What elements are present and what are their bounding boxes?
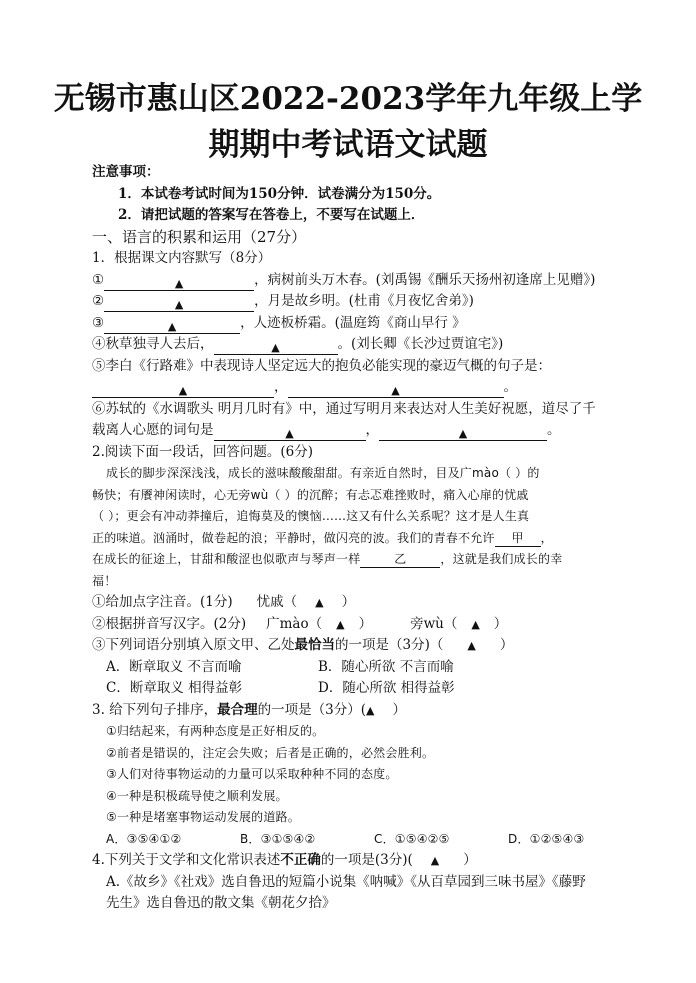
- q1-line-4-pre: ④秋草独寻人去后，: [92, 336, 214, 352]
- q2-sub-1: [92, 592, 640, 614]
- close-paren: ）: [463, 852, 477, 868]
- q2-passage-line: 成长的脚步深深浅浅，成长的滋味酸酸甜甜。有亲近自然时，目及广màо（ ）的: [106, 466, 540, 480]
- q1-line-6-cont: [92, 420, 640, 442]
- q4-title-c: 的一项是(3分)(: [320, 852, 413, 868]
- triangle-marker-icon: ▲: [271, 341, 280, 354]
- q2-option-c[interactable]: C．断章取义 相得益彰: [106, 680, 243, 696]
- q3-option-a[interactable]: A．③⑤④①②: [106, 831, 182, 846]
- triangle-marker-icon: ▲: [167, 319, 177, 333]
- q2-p4a: 正的味道。汹涌时，做卷起的浪；平静时，做闪亮的波。我们的青春不允许: [92, 530, 495, 545]
- q2-s2a: ②根据拼音写汉字。(2分): [92, 615, 247, 632]
- answer-blank[interactable]: [214, 425, 366, 441]
- answer-blank[interactable]: [104, 275, 254, 291]
- q3-sentence: ③人们对待事物运动的力量可以采取种种不同的态度。: [106, 767, 398, 781]
- q2-options-row-2: [92, 678, 640, 700]
- q3-sentence: ④一种是积极疏导使之顺利发展。: [106, 788, 288, 803]
- q3-sentence: ①归结起来，有两种态度是正好相反的。: [106, 724, 325, 738]
- triangle-marker-icon[interactable]: ▲: [471, 617, 480, 631]
- q2-s3-emphasis: 最恰当: [294, 637, 335, 653]
- q3-option-c[interactable]: C．①⑤④②⑤: [374, 831, 450, 846]
- q1-title: 1．根据课文内容默写（8分）: [92, 250, 272, 266]
- q4-option-a-line2[interactable]: 先生》选自鲁迅的散文集《朝花夕拾》: [106, 895, 336, 911]
- q2-sub-3: [92, 635, 640, 657]
- close-paren: ）: [358, 615, 373, 632]
- q1-line-2-num: ②: [92, 293, 105, 309]
- triangle-marker-icon: ▲: [174, 298, 184, 311]
- q2-passage-line: 畅快；有餍神闲读时，心无旁wù（ ）的沉醉；有忐忑难挫败时，痛入心扉的忧戚: [92, 487, 529, 502]
- answer-blank[interactable]: [104, 296, 254, 312]
- q3-title-emphasis: 最合理: [217, 701, 258, 718]
- q2-option-b[interactable]: B．随心所欲 不言而喻: [318, 658, 454, 675]
- q1-line-4: [92, 334, 640, 356]
- q1-line-5-blanks: [92, 377, 640, 399]
- q3-option-b[interactable]: B．③①⑤④②: [240, 831, 316, 846]
- section-heading-1: 一、语言的积累和运用（27分）: [92, 227, 307, 246]
- answer-blank[interactable]: [92, 382, 274, 398]
- triangle-marker-icon: ▲: [391, 384, 400, 397]
- q4-title-a: 4.下列关于文学和文化常识表述: [92, 852, 281, 868]
- q1-line-5: ⑤李白《行路难》中表现诗人坚定远大的抱负必能实现的豪迈气概的句子是：: [92, 357, 551, 374]
- q1-line-3: [92, 313, 640, 335]
- q1-line-3-text: ，人迹板桥霜。(温庭筠《商山早行 》: [240, 314, 466, 331]
- blank-yi: 乙: [360, 551, 440, 568]
- q1-line-6-sep: ，: [365, 422, 379, 438]
- triangle-marker-icon[interactable]: ▲: [430, 854, 440, 867]
- q4-title: [92, 850, 640, 872]
- q2-passage-line: [92, 528, 640, 550]
- close-paren: ）: [341, 594, 356, 610]
- triangle-marker-icon[interactable]: ▲: [336, 617, 345, 631]
- answer-blank[interactable]: [104, 318, 240, 334]
- q4-title-emphasis: 不正确: [280, 852, 321, 868]
- answer-blank[interactable]: [288, 382, 504, 398]
- q1-line-6-end: 。: [547, 422, 561, 438]
- q1-line-1-text: ，病树前头万木春。(刘禹锡《酬乐天扬州初逢席上见赠》): [254, 271, 596, 288]
- q2-s2c: 旁wù（: [410, 615, 458, 632]
- triangle-marker-icon[interactable]: ▲: [467, 639, 476, 652]
- q3-title-c: 的一项是（3分）(: [257, 701, 367, 718]
- q2-s2b: 广màо（: [266, 615, 323, 632]
- q1-line-6: ⑥苏轼的《水调歌头 明月几时有》中，通过写明月来表达对人生美好祝愿，道尽了千: [92, 400, 596, 417]
- q2-p5b: ，这就是我们成长的幸: [440, 552, 563, 566]
- q1-line-4-text: 。(刘长卿《长沙过贾谊宅》): [337, 336, 504, 352]
- q1-line-1: [92, 270, 640, 292]
- notice-heading: 注意事项：: [92, 164, 160, 180]
- close-paren: ）: [493, 615, 508, 632]
- q1-line-5-sep: ，: [274, 379, 288, 395]
- q3-title-a: 3. 给下列句子排序，: [92, 701, 218, 718]
- q2-title: 2.阅读下面一段话，回答问题。(6分): [92, 443, 314, 460]
- triangle-marker-icon: ▲: [178, 384, 188, 397]
- q1-line-3-num: ③: [92, 314, 105, 331]
- q2-p5a: 在成长的征途上，甘甜和酸涩也似歌声与琴声一样: [92, 552, 361, 566]
- q2-options-row-1: [92, 657, 640, 679]
- page-title-line2: 期期中考试语文试题: [208, 127, 488, 163]
- answer-blank[interactable]: [214, 339, 338, 355]
- q2-s3c: 的一项是（3分)（: [335, 637, 444, 653]
- q2-s1b: 忧戚（: [256, 594, 298, 610]
- q2-sub-2: [92, 614, 640, 636]
- q3-sentence: ⑤一种是堵塞事物运动发展的道路。: [106, 810, 300, 824]
- q2-option-d[interactable]: D．随心所欲 相得益彰: [318, 680, 455, 696]
- q4-option-a-line1[interactable]: A.《故乡》《社戏》选自鲁迅的短篇小说集《呐喊》《从百草园到三味书屋》《藤野: [106, 873, 586, 890]
- notice-item-1: 1．本试卷考试时间为150分钟．试卷满分为150分。: [118, 185, 441, 202]
- notice-item-2: 2．请把试题的答案写在答卷上，不要写在试题上．: [118, 207, 425, 223]
- triangle-marker-icon[interactable]: ▲: [315, 596, 324, 609]
- q2-passage-line: （ ）；更会有冲动莽撞后，追悔莫及的懊恼……这又有什么关系呢？这才是人生真: [92, 509, 530, 523]
- q2-option-a[interactable]: A．断章取义 不言而喻: [106, 658, 242, 675]
- q2-passage-line: [92, 549, 640, 571]
- triangle-marker-icon: ▲: [285, 427, 294, 440]
- blank-jia: 甲: [495, 530, 541, 547]
- exam-body: [92, 162, 640, 915]
- q1-line-5-end: 。: [503, 379, 517, 395]
- close-paren: ）: [392, 701, 406, 718]
- q1-line-1-num: ①: [92, 271, 105, 288]
- q2-passage-line: 福！: [92, 573, 117, 588]
- triangle-marker-icon[interactable]: ▲: [366, 703, 375, 717]
- triangle-marker-icon: ▲: [458, 427, 468, 440]
- q1-line-6-text2: 载离人心愿的词句是: [92, 422, 214, 438]
- triangle-marker-icon: ▲: [174, 276, 184, 290]
- q3-options-row: [92, 829, 640, 851]
- q1-line-2-text: ，月是故乡明。(杜甫《月夜忆舍弟》): [254, 293, 474, 309]
- q3-option-d[interactable]: D．①②⑤④③: [508, 831, 585, 846]
- page-title-line1: 无锡市惠山区2022-2023学年九年级上学: [53, 81, 643, 117]
- q2-s3: ③下列词语分别填入原文甲、乙处: [92, 637, 295, 653]
- q3-sentence: ②前者是错误的，注定会失败；后者是正确的，必然会胜利。: [106, 745, 435, 760]
- q3-title: [92, 700, 640, 722]
- q1-line-2: [92, 291, 640, 313]
- q2-s1a: ①给加点字注音。(1分): [92, 594, 233, 610]
- q2-p4b: ，: [540, 530, 553, 545]
- close-paren: ）: [499, 637, 514, 653]
- answer-blank[interactable]: [379, 425, 547, 441]
